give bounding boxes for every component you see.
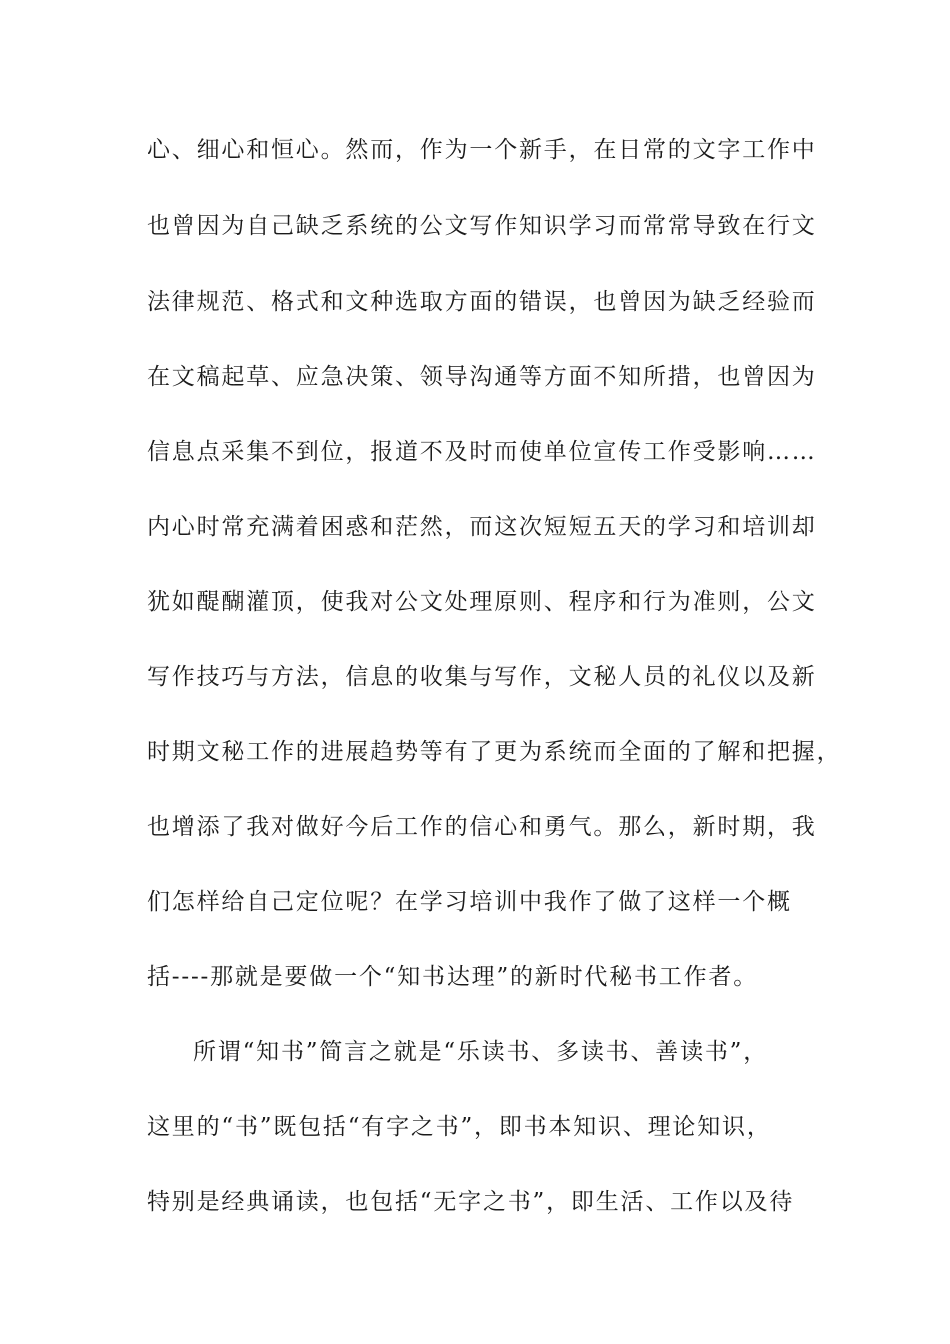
text-line: 内心时常充满着困惑和茫然，而这次短短五天的学习和培训却	[147, 514, 817, 540]
text-line: 心、细心和恒心。然而，作为一个新手，在日常的文字工作中	[147, 137, 817, 163]
text-line: 时期文秘工作的进展趋势等有了更为系统而全面的了解和把握，	[147, 739, 842, 765]
text-line: 写作技巧与方法，信息的收集与写作，文秘人员的礼仪以及新	[147, 664, 817, 690]
text-line: 们怎样给自己定位呢？在学习培训中我作了做了这样一个概	[147, 889, 792, 915]
text-line: 在文稿起草、应急决策、领导沟通等方面不知所措，也曾因为	[147, 364, 817, 390]
text-line: 这里的“书”既包括“有字之书”，即书本知识、理论知识，	[147, 1114, 772, 1140]
text-line: 括----那就是要做一个“知书达理”的新时代秘书工作者。	[147, 964, 759, 990]
text-line: 特别是经典诵读，也包括“无字之书”，即生活、工作以及待	[147, 1189, 795, 1215]
text-line: 也曾因为自己缺乏系统的公文写作知识学习而常常导致在行文	[147, 213, 817, 239]
text-line: 信息点采集不到位，报道不及时而使单位宣传工作受影响……	[147, 439, 817, 465]
text-line: 犹如醍醐灌顶，使我对公文处理原则、程序和行为准则，公文	[147, 589, 817, 615]
paragraph-first-line: 所谓“知书”简言之就是“乐读书、多读书、善读书”，	[193, 1039, 769, 1065]
text-line: 法律规范、格式和文种选取方面的错误，也曾因为缺乏经验而	[147, 289, 817, 315]
text-line: 也增添了我对做好今后工作的信心和勇气。那么，新时期，我	[147, 814, 817, 840]
